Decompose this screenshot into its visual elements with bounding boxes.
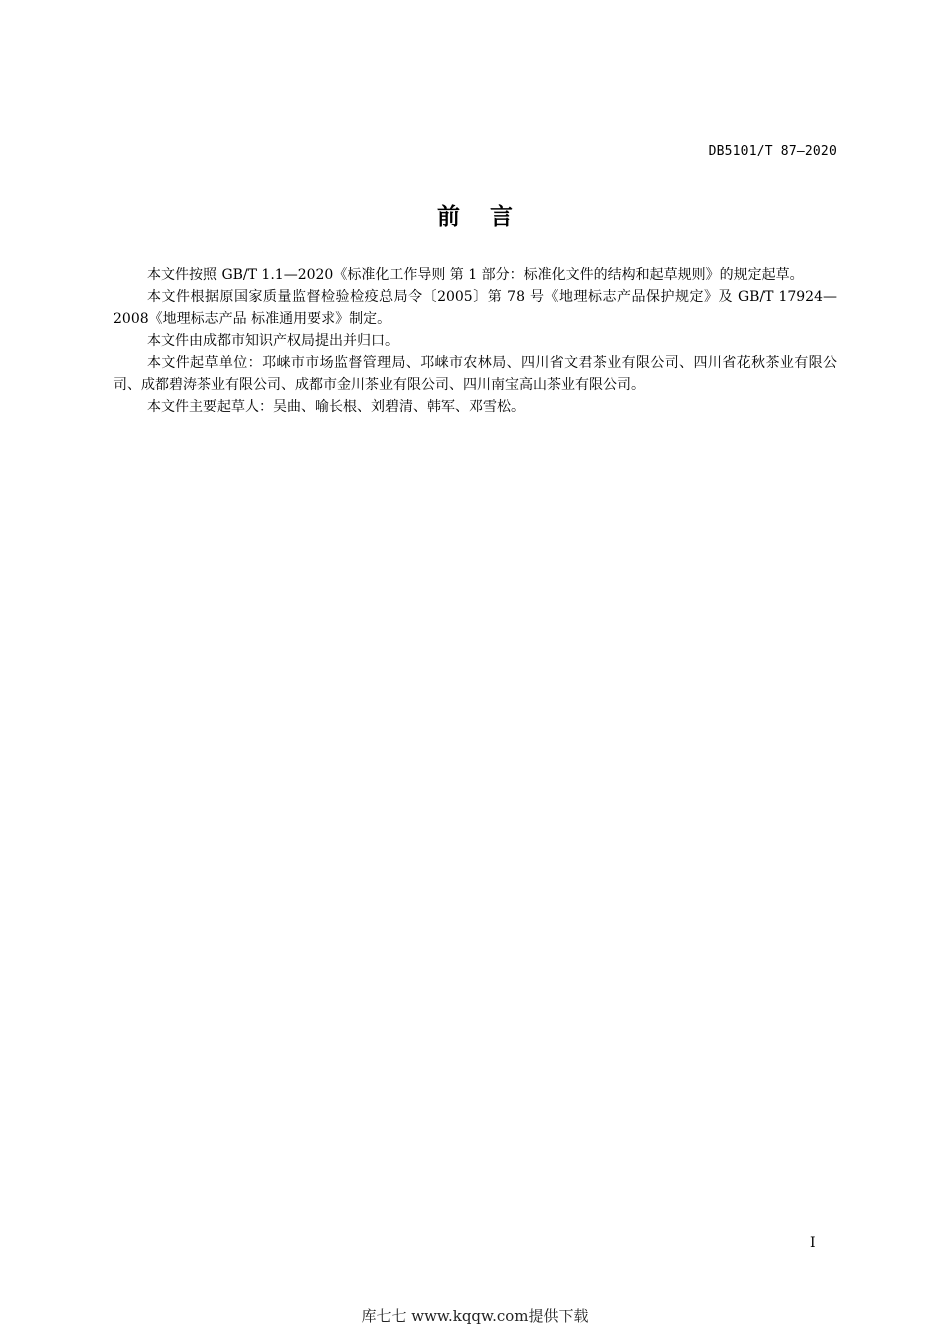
preface-body	[113, 264, 837, 418]
paragraph-basis: 本文件按照 GB/T 1.1—2020《标准化工作导则 第 1 部分：标准化文件的结构和起草规则》的规定起草。	[147, 267, 804, 283]
paragraph-drafting-units: 本文件起草单位：邛崃市市场监督管理局、邛崃市农林局、四川省文君茶业有限公司、四川省花秋茶业有限公司、成都碧涛茶业有限公司、成都市金川茶业有限公司、四川南宝高山茶业有限公司。	[113, 355, 837, 393]
page-title: 前言	[437, 204, 543, 230]
document-code: DB5101/T 87—2020	[708, 144, 837, 159]
page-number: I	[810, 1235, 816, 1251]
download-watermark: 库七七 www.kqqw.com提供下载	[361, 1307, 589, 1325]
paragraph-legal-basis: 本文件根据原国家质量监督检验检疫总局令〔2005〕第 78 号《地理标志产品保护规定》及 GB/T 17924—2008《地理标志产品 标准通用要求》制定。	[113, 289, 837, 327]
paragraph-proposer: 本文件由成都市知识产权局提出并归口。	[147, 333, 399, 349]
paragraph-drafters: 本文件主要起草人：吴曲、喻长根、刘碧清、韩军、邓雪松。	[147, 399, 525, 415]
